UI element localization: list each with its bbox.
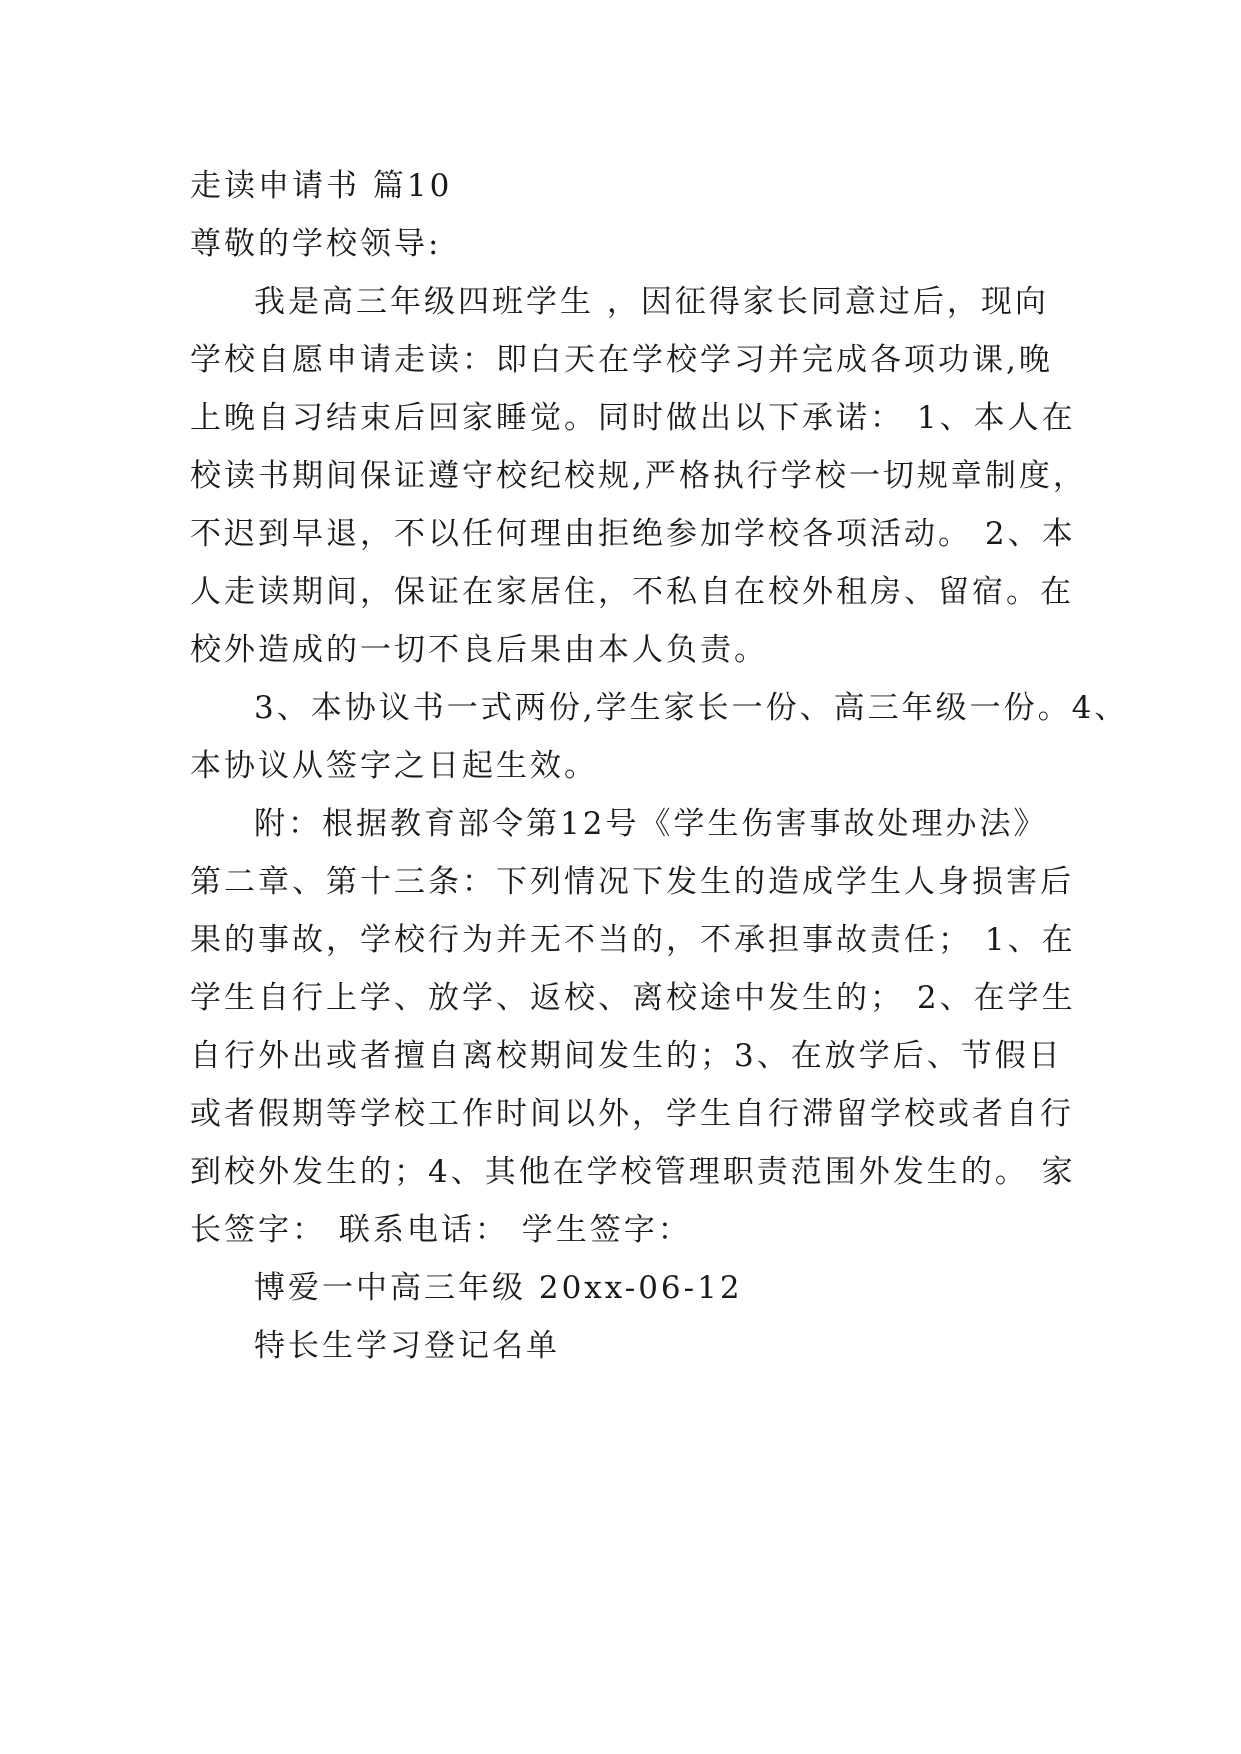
appendix-line: 自行外出或者擅自离校期间发生的；3、在放学后、节假日 — [190, 1038, 1063, 1074]
appendix-line: 学生自行上学、放学、返校、离校途中发生的； 2、在学生 — [190, 980, 1076, 1016]
body-line: 学校自愿申请走读：即白天在学校学习并完成各项功课,晚 — [190, 342, 1053, 378]
section-title: 特长生学习登记名单 — [254, 1328, 560, 1364]
appendix-line: 到校外发生的；4、其他在学校管理职责范围外发生的。 家 — [190, 1154, 1076, 1190]
body-line: 我是高三年级四班学生 ，因征得家长同意过后，现向 — [254, 284, 1049, 320]
appendix-line: 果的事故，学校行为并无不当的，不承担事故责任； 1、在 — [190, 922, 1076, 958]
body-line: 校外造成的一切不良后果由本人负责。 — [190, 632, 768, 668]
body-line: 3、本协议书一式两份,学生家长一份、高三年级一份。4、 — [254, 690, 1129, 726]
appendix-line: 第二章、第十三条：下列情况下发生的造成学生人身损害后 — [190, 864, 1074, 900]
signature-fields: 长签字： 联系电话： 学生签字： — [190, 1212, 692, 1248]
school-date-line: 博爱一中高三年级 20xx-06-12 — [254, 1270, 743, 1306]
appendix-line: 或者假期等学校工作时间以外，学生自行滞留学校或者自行 — [190, 1096, 1074, 1132]
body-line: 不迟到早退，不以任何理由拒绝参加学校各项活动。 2、本 — [190, 516, 1076, 552]
salutation: 尊敬的学校领导: — [190, 226, 442, 262]
document-title: 走读申请书 篇10 — [190, 168, 453, 204]
body-line: 上晚自习结束后回家睡觉。同时做出以下承诺： 1、本人在 — [190, 400, 1076, 436]
body-line: 校读书期间保证遵守校纪校规,严格执行学校一切规章制度， — [190, 458, 1087, 494]
body-line: 人走读期间，保证在家居住，不私自在校外租房、留宿。在 — [190, 574, 1074, 610]
appendix-line: 附：根据教育部令第12号《学生伤害事故处理办法》 — [254, 806, 1048, 842]
body-line: 本协议从签字之日起生效。 — [190, 748, 598, 784]
